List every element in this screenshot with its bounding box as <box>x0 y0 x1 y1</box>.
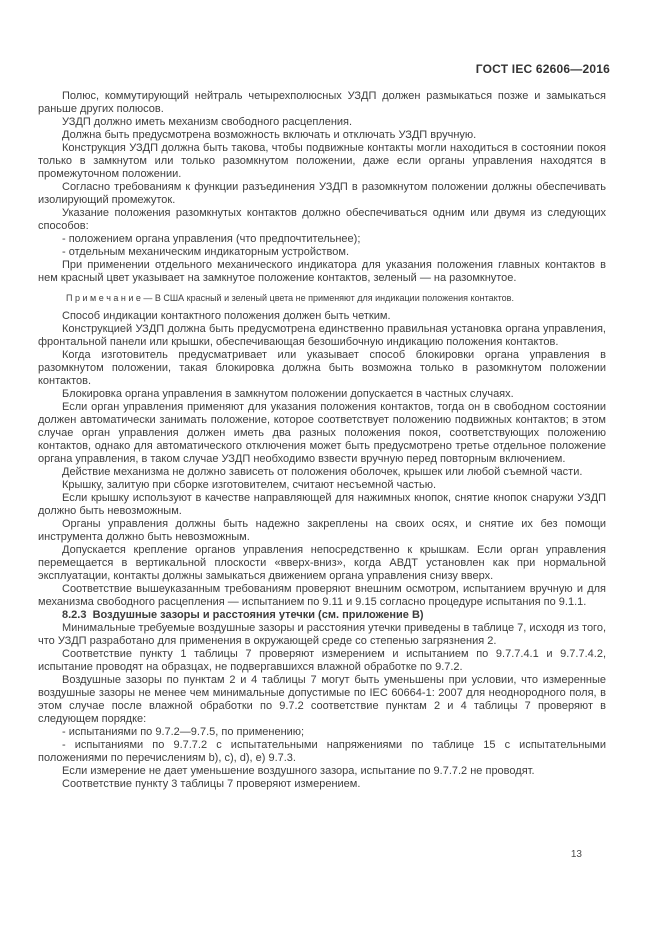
paragraph: Соответствие пункту 1 таблицы 7 проверяют измерением и испытанием по 9.7.7.4.1 и 9.7.7.4.2, испытание проводят на образцах, не подвергавшихся влажной обработке по 9.7.2. <box>38 648 606 673</box>
paragraph: Соответствие пункту 3 таблицы 7 проверяют измерением. <box>62 778 361 790</box>
note: П р и м е ч а н и е — В США красный и зеленый цвета не применяют для индикации положения контактов. <box>66 293 514 303</box>
list-item: - отдельным механическим индикаторным устройством. <box>62 246 350 258</box>
paragraph: Конструкция УЗДП должна быть такова, чтобы подвижные контакты могли находиться в состоянии покоя только в замкнутом или только разомкнутом положении, даже если органы управления находятся в промежуточном положении. <box>38 142 606 180</box>
paragraph: Крышку, залитую при сборке изготовителем, считают несъемной частью. <box>62 479 436 491</box>
list-item: - испытаниями по 9.7.7.2 с испытательными напряжениями по таблице 15 с испытательными положениями по перечислениям b), c), d), e) 9.7.3. <box>38 739 606 764</box>
list-item: - испытаниями по 9.7.2—9.7.5, по применению; <box>62 726 305 738</box>
running-header: ГОСТ IEC 62606—2016 <box>475 62 610 76</box>
paragraph: Когда изготовитель предусматривает или указывает способ блокировки органа управления в разомкнутом положении, такая блокировка должна быть возможна только в разомкнутом положении контактов. <box>38 349 606 387</box>
paragraph: Действие механизма не должно зависеть от положения оболочек, крышек или любой съемной части. <box>62 466 583 478</box>
paragraph: Воздушные зазоры по пунктам 2 и 4 таблицы 7 могут быть уменьшены при условии, что измеренные воздушные зазоры не менее чем минимальные допустимые по IEC 60664-1: 2007 для неоднородного поля, в этом случае после влажной обработки по 9.7.2 соответствие пунктам 2 и 4 таблицы 7 проверяют в следующем порядке: <box>38 674 606 725</box>
paragraph: Если измерение не дает уменьшение воздушного зазора, испытание по 9.7.7.2 не проводят. <box>62 765 535 777</box>
paragraph: Если крышку используют в качестве направляющей для нажимных кнопок, снятие кнопок снаружи УЗДП должно быть невозможным. <box>38 492 606 517</box>
paragraph: Органы управления должны быть надежно закреплены на своих осях, и снятие их без помощи инструмента должно быть невозможным. <box>38 518 606 543</box>
paragraph: Полюс, коммутирующий нейтраль четырехполюсных УЗДП должен размыкаться позже и замыкаться раньше других полюсов. <box>38 90 606 115</box>
paragraph: УЗДП должно иметь механизм свободного расцепления. <box>62 116 353 128</box>
paragraph: Блокировка органа управления в замкнутом положении допускается в частных случаях. <box>62 388 514 400</box>
paragraph: Указание положения разомкнутых контактов должно обеспечиваться одним или двумя из следующих способов: <box>38 207 606 232</box>
paragraph: Допускается крепление органов управления непосредственно к крышкам. Если орган управления перемещается в вертикальной плоскости «вверх-вниз», когда АВДТ установлен как при нормальной эксплуатации, контакты должны замыкаться движением органа управления снизу вверх. <box>38 544 606 582</box>
paragraph: При применении отдельного механического индикатора для указания положения главных контактов в нем красный цвет указывает на замкнутое положение контактов, зеленый — на разомкнутое. <box>38 259 606 284</box>
paragraph: Конструкцией УЗДП должна быть предусмотрена единственно правильная установка органа управления, фронтальной панели или крышки, обеспечивающая безошибочную индикацию положения контактов. <box>38 323 606 348</box>
paragraph: Должна быть предусмотрена возможность включать и отключать УЗДП вручную. <box>62 129 477 141</box>
paragraph: Способ индикации контактного положения должен быть четким. <box>62 310 391 322</box>
document-body <box>38 90 606 791</box>
page-number: 13 <box>570 849 582 860</box>
paragraph: Соответствие вышеуказанным требованиям проверяют внешним осмотром, испытанием вручную и для механизма свободного расцепления — испытанием по 9.11 и 9.15 согласно процедуре испытания по 9.1.1. <box>38 583 606 608</box>
section-heading: 8.2.3 Воздушные зазоры и расстояния утечки (см. приложение B) <box>62 609 424 621</box>
paragraph: Минимальные требуемые воздушные зазоры и расстояния утечки приведены в таблице 7, исходя из того, что УЗДП разработано для применения в окружающей среде со степенью загрязнения 2. <box>38 622 606 647</box>
list-item: - положением органа управления (что предпочтительнее); <box>62 233 361 245</box>
paragraph: Согласно требованиям к функции разъединения УЗДП в разомкнутом положении должны обеспечивать изолирующий промежуток. <box>38 181 606 206</box>
paragraph: Если орган управления применяют для указания положения контактов, тогда он в свободном состоянии должен автоматически занимать положение, которое соответствует положению подвижных контактов; в этом случае орган управления должен иметь два разных положения покоя, соответствующих положению контактов, однако для автоматического отключения может быть предусмотрено третье отдельное положение органа управления, в таком случае УЗДП необходимо взвести вручную перед повторным включением. <box>38 401 606 465</box>
